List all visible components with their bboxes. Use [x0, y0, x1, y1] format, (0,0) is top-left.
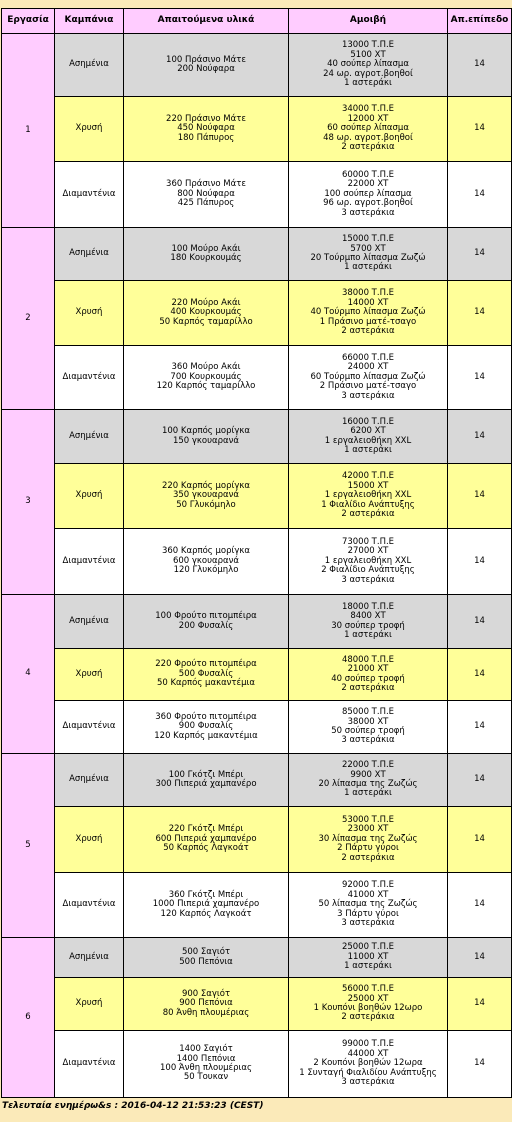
reward-line: 1 αστεράκι: [344, 961, 392, 972]
reward-line: 1 αστεράκι: [344, 444, 392, 455]
material-line: 800 Νούφαρα: [177, 188, 235, 199]
reward-cell: [289, 938, 448, 978]
reward-line: 60000 Τ.Π.Ε: [341, 169, 395, 180]
reward-line: 23000 ΧΤ: [347, 824, 389, 835]
campaign-gold: Χρυσή: [55, 807, 124, 873]
materials-cell: [124, 754, 289, 807]
reward-line: 92000 Τ.Π.Ε: [341, 880, 395, 891]
materials-cell: [124, 701, 289, 754]
reward-line: 1 εργαλειοθήκη XXL: [324, 435, 412, 446]
level-cell: 14: [448, 978, 512, 1031]
campaign-gold: Χρυσή: [55, 464, 124, 529]
reward-line: 40 σούπερ τροφή: [331, 673, 405, 684]
table-row: [2, 346, 512, 410]
materials-cell: [124, 873, 289, 938]
materials-cell: [124, 346, 289, 410]
material-line: 100 Γκότζι Μπέρι: [168, 769, 244, 780]
reward-cell: [289, 464, 448, 529]
material-line: 500 Σαγιότ: [181, 947, 231, 958]
material-line: 1400 Πεπόνια: [176, 1053, 236, 1064]
campaign-diamond: Διαμαντένια: [55, 346, 124, 410]
campaign-silver: Ασημένια: [55, 228, 124, 281]
reward-line: 2 Φιαλίδιο Ανάπτυξης: [321, 565, 415, 576]
reward-line: 96 ωρ. αγροτ.βοηθοί: [323, 198, 413, 209]
reward-line: 20 Τούρμπο λίπασμα Ζωζώ: [310, 253, 426, 263]
table-row: [2, 228, 512, 281]
level-cell: 14: [448, 701, 512, 754]
material-line: 50 Καρπός ταμαρίλλο: [159, 316, 253, 327]
reward-line: 60 Τούρμπο λίπασμα Ζωζώ: [310, 371, 426, 382]
task-number: 1: [2, 34, 55, 228]
level-cell: 14: [448, 529, 512, 595]
reward-cell: [289, 34, 448, 97]
material-line: 100 Πράσινο Μάτε: [166, 54, 246, 65]
reward-line: 66000 Τ.Π.Ε: [341, 352, 395, 363]
materials-cell: [124, 281, 289, 346]
reward-line: 22000 Τ.Π.Ε: [341, 760, 395, 771]
material-line: 200 Φυσαλίς: [178, 620, 234, 631]
materials-cell: [124, 410, 289, 464]
level-cell: 14: [448, 649, 512, 701]
material-line: 50 Καρπός Λαγκοάτ: [163, 843, 249, 854]
material-line: 100 Άνθη πλουμέριας: [160, 1063, 252, 1073]
tasks-table: [1, 8, 512, 1098]
level-cell: 14: [448, 464, 512, 529]
material-line: 100 Φρούτο πιτομπέιρα: [155, 611, 257, 622]
reward-line: 6200 ΧΤ: [350, 426, 386, 437]
campaign-diamond: Διαμαντένια: [55, 162, 124, 228]
table-row: [2, 97, 512, 162]
reward-line: 85000 Τ.Π.Ε: [341, 707, 395, 718]
reward-line: 42000 Τ.Π.Ε: [341, 471, 395, 482]
material-line: 360 Πράσινο Μάτε: [166, 179, 246, 190]
reward-line: 8400 ΧΤ: [350, 611, 386, 622]
reward-line: 2 Πράσινο ματέ-τσαγο: [319, 381, 417, 392]
reward-line: 3 αστεράκια: [341, 735, 395, 746]
reward-line: 1 αστεράκι: [344, 78, 392, 89]
material-line: 50 Καρπός μακαντέμια: [156, 678, 256, 689]
table-row: [2, 873, 512, 938]
material-line: 500 Πεπόνια: [179, 956, 233, 967]
table-row: [2, 34, 512, 97]
level-cell: 14: [448, 873, 512, 938]
reward-line: 9900 ΧΤ: [350, 769, 386, 780]
reward-line: 5100 ΧΤ: [350, 49, 386, 60]
task-number: 6: [2, 938, 55, 1098]
reward-line: 25000 Τ.Π.Ε: [341, 942, 395, 953]
material-line: 700 Κουρκουμάς: [170, 371, 242, 382]
table-row: [2, 807, 512, 873]
reward-line: 99000 Τ.Π.Ε: [341, 1039, 395, 1050]
level-cell: 14: [448, 97, 512, 162]
materials-cell: [124, 938, 289, 978]
campaign-diamond: Διαμαντένια: [55, 701, 124, 754]
reward-line: 2 Κουπόνι βοηθών 12ωρα: [313, 1058, 423, 1069]
reward-line: 2 αστεράκια: [341, 509, 395, 520]
reward-line: 3 αστεράκια: [341, 918, 395, 929]
material-line: 600 Πιπεριά χαμπανέρο: [155, 833, 257, 844]
reward-line: 1 αστεράκι: [344, 629, 392, 640]
reward-line: 100 σούπερ λίπασμα: [324, 188, 412, 199]
reward-line: 1 εργαλειοθήκη XXL: [324, 555, 412, 566]
reward-line: 60 σούπερ λίπασμα: [327, 123, 409, 134]
reward-cell: [289, 281, 448, 346]
reward-line: 3 αστεράκια: [341, 574, 395, 585]
materials-cell: [124, 34, 289, 97]
reward-line: 3 Πάρτυ γύροι: [337, 908, 399, 919]
level-cell: 14: [448, 595, 512, 649]
material-line: 1000 Πιπεριά χαμπανέρο: [152, 899, 260, 910]
reward-line: 11000 ΧΤ: [347, 951, 389, 962]
material-line: 900 Φυσαλίς: [178, 721, 234, 732]
reward-line: 2 αστεράκια: [341, 326, 395, 337]
reward-line: 2 αστεράκια: [341, 852, 395, 863]
material-line: 100 Καρπός μορίγκα: [161, 426, 251, 437]
materials-cell: [124, 978, 289, 1031]
reward-line: 30 σούπερ τροφή: [331, 620, 405, 631]
campaign-gold: Χρυσή: [55, 978, 124, 1031]
materials-cell: [124, 1031, 289, 1098]
materials-cell: [124, 228, 289, 281]
reward-line: 56000 Τ.Π.Ε: [341, 984, 395, 995]
reward-cell: [289, 1031, 448, 1098]
material-line: 180 Πάπυρος: [177, 132, 235, 143]
header-row: [2, 9, 512, 34]
reward-line: 73000 Τ.Π.Ε: [341, 536, 395, 547]
reward-line: 1 αστεράκι: [344, 788, 392, 799]
task-number: 4: [2, 595, 55, 754]
table-row: [2, 595, 512, 649]
reward-line: 16000 Τ.Π.Ε: [341, 416, 395, 427]
table-row: [2, 464, 512, 529]
material-line: 220 Πράσινο Μάτε: [166, 113, 246, 124]
reward-line: 44000 ΧΤ: [347, 1048, 389, 1059]
header-reward: Αμοιβή: [289, 9, 448, 34]
reward-line: 14000 ΧΤ: [347, 297, 389, 308]
task-number: 2: [2, 228, 55, 410]
campaign-diamond: Διαμαντένια: [55, 873, 124, 938]
material-line: 900 Σαγιότ: [181, 988, 231, 999]
reward-line: 24 ωρ. αγροτ.βοηθοί: [323, 68, 413, 79]
reward-line: 2 Πάρτυ γύροι: [337, 843, 399, 854]
campaign-silver: Ασημένια: [55, 595, 124, 649]
table-row: [2, 410, 512, 464]
reward-line: 38000 Τ.Π.Ε: [341, 288, 395, 299]
header-campaign: Καμπάνια: [55, 9, 124, 34]
reward-line: 34000 Τ.Π.Ε: [341, 104, 395, 115]
campaign-gold: Χρυσή: [55, 281, 124, 346]
reward-line: 48 ωρ. αγροτ.βοηθοί: [323, 132, 413, 143]
last-updated-timestamp: 2016-04-12 21:53:23 (CEST): [121, 1101, 264, 1111]
reward-line: 2 αστεράκια: [341, 142, 395, 153]
material-line: 400 Κουρκουμάς: [170, 307, 242, 318]
level-cell: 14: [448, 938, 512, 978]
materials-cell: [124, 529, 289, 595]
reward-cell: [289, 228, 448, 281]
campaign-silver: Ασημένια: [55, 938, 124, 978]
reward-cell: [289, 754, 448, 807]
level-cell: 14: [448, 162, 512, 228]
materials-cell: [124, 807, 289, 873]
reward-line: 27000 ΧΤ: [347, 546, 389, 557]
reward-line: 53000 Τ.Π.Ε: [341, 814, 395, 825]
reward-line: 1 αστεράκι: [344, 262, 392, 273]
material-line: 1400 Σαγιότ: [179, 1044, 233, 1055]
table-row: [2, 938, 512, 978]
campaign-gold: Χρυσή: [55, 649, 124, 701]
task-number: 5: [2, 754, 55, 938]
campaign-diamond: Διαμαντένια: [55, 1031, 124, 1098]
header-level: Απ.επίπεδο: [448, 9, 512, 34]
reward-line: 12000 ΧΤ: [347, 113, 389, 124]
reward-cell: [289, 97, 448, 162]
material-line: 360 Φρούτο πιτομπέιρα: [155, 711, 257, 722]
material-line: 600 γκουαρανά: [172, 555, 240, 566]
reward-line: 1 Κουπόνι βοηθών 12ωρο: [313, 1003, 423, 1013]
material-line: 220 Φρούτο πιτομπέιρα: [155, 659, 257, 670]
material-line: 360 Μούρο Ακάι: [171, 362, 241, 373]
reward-line: 20 λίπασμα της Ζωζώς: [318, 779, 418, 789]
materials-cell: [124, 464, 289, 529]
material-line: 50 Τουκαν: [183, 1072, 229, 1083]
reward-line: 5700 ΧΤ: [350, 243, 386, 254]
reward-cell: [289, 873, 448, 938]
level-cell: 14: [448, 754, 512, 807]
level-cell: 14: [448, 1031, 512, 1098]
reward-line: 21000 ΧΤ: [347, 664, 389, 675]
reward-cell: [289, 595, 448, 649]
reward-line: 40 σούπερ λίπασμα: [327, 59, 409, 70]
reward-line: 13000 Τ.Π.Ε: [341, 40, 395, 51]
table-row: [2, 281, 512, 346]
table-row: [2, 701, 512, 754]
reward-cell: [289, 807, 448, 873]
reward-line: 50 σούπερ τροφή: [331, 726, 405, 736]
reward-line: 1 Πράσινο ματέ-τσαγο: [319, 316, 417, 327]
reward-line: 15000 ΧΤ: [347, 480, 389, 491]
reward-line: 24000 ΧΤ: [347, 362, 389, 373]
table-row: [2, 162, 512, 228]
material-line: 450 Νούφαρα: [177, 123, 235, 134]
material-line: 200 Νούφαρα: [177, 64, 235, 74]
reward-line: 3 αστεράκια: [341, 390, 395, 401]
last-updated-label: Τελευταία ενημέρω&s :: [2, 1101, 119, 1111]
material-line: 425 Πάπυρος: [177, 198, 235, 209]
reward-cell: [289, 529, 448, 595]
material-line: 350 γκουαρανά: [172, 490, 240, 501]
header-materials: Απαιτούμενα υλικά: [124, 9, 289, 34]
reward-line: 2 αστεράκια: [341, 1012, 395, 1023]
reward-line: 40 Τούρμπο λίπασμα Ζωζώ: [310, 307, 426, 318]
task-number: 3: [2, 410, 55, 595]
level-cell: 14: [448, 228, 512, 281]
material-line: 500 Φυσαλίς: [178, 668, 234, 679]
material-line: 220 Καρπός μορίγκα: [161, 480, 251, 491]
material-line: 100 Μούρο Ακάι: [171, 243, 241, 254]
reward-cell: [289, 410, 448, 464]
reward-line: 2 αστεράκια: [341, 682, 395, 693]
materials-cell: [124, 595, 289, 649]
materials-cell: [124, 97, 289, 162]
material-line: 300 Πιπεριά χαμπανέρο: [155, 779, 257, 789]
level-cell: 14: [448, 410, 512, 464]
level-cell: 14: [448, 281, 512, 346]
material-line: 80 Άνθη πλουμέριας: [162, 1007, 250, 1018]
material-line: 360 Καρπός μορίγκα: [161, 546, 251, 557]
header-task: Εργασία: [2, 9, 55, 34]
reward-line: 3 αστεράκια: [341, 207, 395, 218]
last-updated: [2, 1101, 263, 1111]
table-row: [2, 529, 512, 595]
reward-line: 30 λίπασμα της Ζωζώς: [318, 833, 418, 844]
material-line: 50 Γλυκόμηλο: [176, 499, 236, 510]
reward-line: 18000 Τ.Π.Ε: [341, 601, 395, 612]
material-line: 120 Καρπός ταμαρίλλο: [156, 381, 256, 392]
reward-line: 3 αστεράκια: [341, 1077, 395, 1088]
table-row: [2, 978, 512, 1031]
reward-line: 1 Συνταγή Φιαλιδίου Ανάπτυξης: [299, 1067, 437, 1078]
reward-line: 22000 ΧΤ: [347, 179, 389, 190]
reward-line: 1 εργαλειοθήκη XXL: [324, 490, 412, 501]
material-line: 220 Μούρο Ακάι: [171, 297, 241, 308]
reward-line: 25000 ΧΤ: [347, 993, 389, 1004]
material-line: 150 γκουαρανά: [172, 435, 240, 446]
campaign-gold: Χρυσή: [55, 97, 124, 162]
reward-line: 50 λίπασμα της Ζωζώς: [318, 899, 418, 910]
materials-cell: [124, 649, 289, 701]
campaign-diamond: Διαμαντένια: [55, 529, 124, 595]
reward-cell: [289, 649, 448, 701]
material-line: 900 Πεπόνια: [179, 998, 233, 1009]
reward-cell: [289, 701, 448, 754]
reward-line: 38000 ΧΤ: [347, 716, 389, 727]
reward-line: 1 Φιαλίδιο Ανάπτυξης: [321, 499, 415, 510]
campaign-silver: Ασημένια: [55, 754, 124, 807]
reward-cell: [289, 978, 448, 1031]
material-line: 180 Κουρκουμάς: [170, 253, 242, 263]
reward-cell: [289, 346, 448, 410]
reward-line: 41000 ΧΤ: [347, 889, 389, 900]
table-body: [2, 34, 512, 1098]
table-row: [2, 649, 512, 701]
material-line: 120 Γλυκόμηλο: [173, 565, 239, 576]
level-cell: 14: [448, 34, 512, 97]
campaign-silver: Ασημένια: [55, 410, 124, 464]
table-row: [2, 754, 512, 807]
material-line: 120 Καρπός Λαγκοάτ: [160, 908, 252, 919]
material-line: 220 Γκότζι Μπέρι: [168, 824, 244, 835]
level-cell: 14: [448, 807, 512, 873]
reward-line: 15000 Τ.Π.Ε: [341, 234, 395, 245]
campaign-silver: Ασημένια: [55, 34, 124, 97]
reward-line: 48000 Τ.Π.Ε: [341, 654, 395, 665]
materials-cell: [124, 162, 289, 228]
reward-cell: [289, 162, 448, 228]
level-cell: 14: [448, 346, 512, 410]
material-line: 360 Γκότζι Μπέρι: [168, 889, 244, 900]
table-row: [2, 1031, 512, 1098]
material-line: 120 Καρπός μακαντέμια: [154, 730, 258, 741]
